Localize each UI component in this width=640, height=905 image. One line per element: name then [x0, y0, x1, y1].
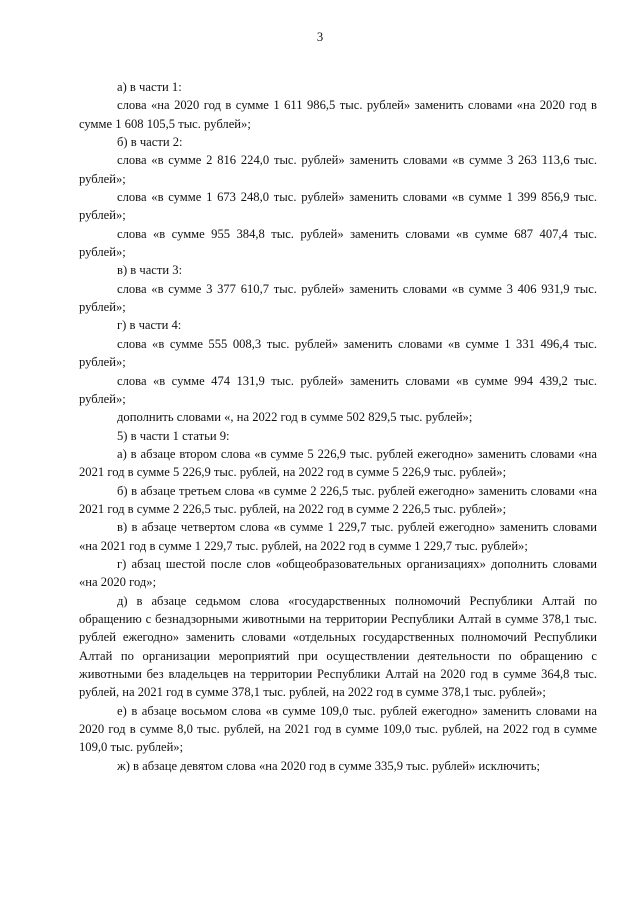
paragraph: б) в абзаце третьем слова «в сумме 2 226,5 тыс. рублей ежегодно» заменить словами «на 2021 год в сумме 2 226,5 тыс. рублей, на 2022 год в сумме 2 226,5 тыс. рублей»; — [79, 483, 597, 516]
paragraph: в) в абзаце четвертом слова «в сумме 1 229,7 тыс. рублей ежегодно» заменить словами «на 2021 год в сумме 1 229,7 тыс. рублей, на 2022 год в сумме 1 229,7 тыс. рублей»; — [79, 520, 597, 553]
paragraph: слова «в сумме 3 377 610,7 тыс. рублей» заменить словами «в сумме 3 406 931,9 тыс. рублей»; — [79, 281, 597, 315]
paragraph: слова «в сумме 555 008,3 тыс. рублей» заменить словами «в сумме 1 331 496,4 тыс. рублей»; — [79, 336, 597, 370]
document-body — [79, 78, 597, 775]
paragraph: слова «в сумме 955 384,8 тыс. рублей» заменить словами «в сумме 687 407,4 тыс. рублей»; — [79, 226, 597, 260]
paragraph: 5) в части 1 статьи 9: — [117, 428, 230, 443]
paragraph: слова «на 2020 год в сумме 1 611 986,5 тыс. рублей» заменить словами «на 2020 год в сумме 1 608 105,5 тыс. рублей»; — [79, 98, 597, 131]
paragraph: в) в части 3: — [117, 263, 183, 278]
paragraph: слова «в сумме 1 673 248,0 тыс. рублей» заменить словами «в сумме 1 399 856,9 тыс. рублей»; — [79, 190, 597, 223]
paragraph: д) в абзаце седьмом слова «государственных полномочий Республики Алтай по обращению с безнадзорными животными на территории Республики Алтай в сумме 378,1 тыс. рублей ежегодно» заменить словами «отдельных государственных полномочий Республики Алтай по организации мероприятий при осуществлении деятельности по обращению с животными без владельцев на территории Республики Алтай на 2020 год в сумме 364,8 тыс. рублей, на 2021 год в сумме 378,1 тыс. рублей, на 2022 год в сумме 378,1 тыс. рублей»; — [79, 593, 597, 700]
paragraph: г) абзац шестой после слов «общеобразовательных организациях» дополнить словами «на 2020 год»; — [79, 556, 597, 590]
paragraph: г) в части 4: — [117, 318, 182, 333]
paragraph: слова «в сумме 474 131,9 тыс. рублей» заменить словами «в сумме 994 439,2 тыс. рублей»; — [79, 373, 597, 406]
page-number: 3 — [316, 30, 324, 44]
paragraph: б) в части 2: — [117, 135, 183, 150]
paragraph: а) в абзаце втором слова «в сумме 5 226,9 тыс. рублей ежегодно» заменить словами «на 2021 год в сумме 5 226,9 тыс. рублей, на 2022 год в сумме 5 226,9 тыс. рублей»; — [79, 446, 597, 480]
paragraph: е) в абзаце восьмом слова «в сумме 109,0 тыс. рублей ежегодно» заменить словами на 2020 год в сумме 8,0 тыс. рублей, на 2021 год в сумме 109,0 тыс. рублей, на 2022 год в сумме 109,0 тыс. рублей»; — [79, 703, 597, 755]
paragraph: а) в части 1: — [117, 80, 182, 94]
paragraph: ж) в абзаце девятом слова «на 2020 год в сумме 335,9 тыс. рублей» исключить; — [117, 758, 540, 773]
paragraph: дополнить словами «, на 2022 год в сумме 502 829,5 тыс. рублей»; — [117, 410, 473, 425]
paragraph: слова «в сумме 2 816 224,0 тыс. рублей» заменить словами «в сумме 3 263 113,6 тыс. рублей»; — [79, 153, 597, 186]
